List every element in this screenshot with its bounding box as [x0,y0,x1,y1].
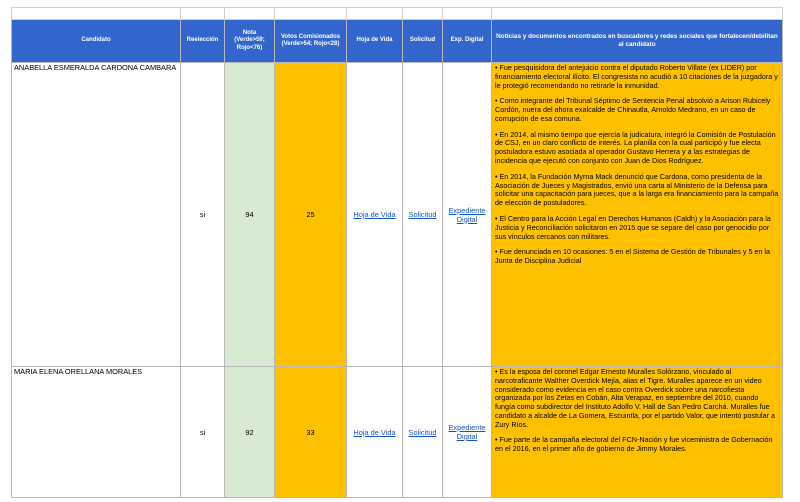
header-row [12,20,783,63]
hoja-de-vida-cell [347,367,403,498]
table-row [12,63,783,367]
exp-digital-cell [443,367,492,498]
expediente-digital-link[interactable]: Expediente Digital [448,423,486,441]
blank-cell[interactable] [225,8,275,20]
news-item: • Fue parte de la campaña electoral del FCN-Nación y fue viceministra de Gobernación en el 2016, en el primer año de gobierno de Jimmy Morales. [495,435,773,454]
header-nota[interactable]: Nota (Verde>59; Rojo<76) [225,20,275,63]
blank-cell[interactable] [181,8,225,20]
header-votos[interactable]: Votos Comisionados (Verde>54; Rojo<28) [275,20,347,63]
reeleccion-cell[interactable]: si [181,63,225,367]
nota-cell[interactable]: 92 [225,367,275,498]
solicitud-link[interactable]: Solicitud [408,427,437,437]
news-item: • Es la esposa del coronel Edgar Ernesto Muralles Solórzano, vinculado al narcotraficante Walther Overdick Mejía, alias el Tigre. Muralles aparece en un video considerado como evidencia en el caso contra Overdick sobre una narcofiesta organizada por los Zetas en Cobán, Alta Verapaz, en septiembre del 2010, cuando fungía como subdirector del Instituto Adolfo V. Hall de San Pedro Carchá. Muralles fue candidato a alcalde de La Gomera, Escuintla, por el partido Valor, que intentó postular a Zury Ríos. [495,367,775,429]
blank-cell[interactable] [347,8,403,20]
hoja-de-vida-link[interactable]: Hoja de Vida [353,427,396,437]
news-item: • Fue pesquisidora del antejuicio contra el diputado Roberto Villate (ex LIDER) por financiamiento electoral ilícito. El congresista no acudió a 10 citaciones de la juzgadora y le protegió recomendando no retirarle la inmunidad. [495,63,778,90]
votos-cell[interactable]: 25 [275,63,347,367]
blank-row [12,8,783,20]
solicitud-link[interactable]: Solicitud [408,210,437,219]
news-item: • Fue denunciada en 10 ocasiones: 5 en el Sistema de Gestión de Tribunales y 5 en la Junta de Disciplina Judicial [495,247,771,266]
header-noticias[interactable]: Noticias y documentos encontrados en buscadores y redes sociales que fortalecen/debilitan al candidato [492,20,783,63]
spreadsheet [11,7,782,493]
expediente-digital-link[interactable]: Expediente Digital [448,205,486,224]
candidate-name-cell[interactable]: ANABELLA ESMERALDA CARDONA CAMBARA [12,63,181,367]
news-item: • Como integrante del Tribunal Séptimo de Sentencia Penal absolvió a Arison Rubicely Cordón, nuera del ahora exalcalde de Chinautla, Arnoldo Medrano, en un caso de corrupción de esa comuna. [495,96,771,123]
hoja-de-vida-cell [347,63,403,367]
blank-cell[interactable] [443,8,492,20]
header-candidato[interactable]: Candidato [12,20,181,63]
header-exp-digital[interactable]: Exp. Digital [443,20,492,63]
candidates-table [11,7,783,498]
news-cell[interactable] [492,63,783,367]
hoja-de-vida-link[interactable]: Hoja de Vida [353,210,396,219]
news-item: • El Centro para la Acción Legal en Derechos Humanos (Caldh) y la Asociación para la Justicia y Reconciliación solicitaron en 2015 que se separe del caso por genocidio por sus vínculos cercanos con militares. [495,213,771,241]
votos-cell[interactable]: 33 [275,367,347,498]
blank-cell[interactable] [492,8,783,20]
news-cell[interactable] [492,367,783,498]
news-item: • En 2014, al mismo tiempo que ejercía la judicatura, integró la Comisión de Postulación de CSJ, en un claro conflicto de interés. La planilla con la cual participó y fue electa postuladora estuvo asociada al operador Gustavo Herrera y a las estrategias de incidencia que ejecutó con conjunto con Juan de Dios Rodríguez. [495,129,776,166]
news-item: • En 2014, la Fundación Myrna Mack denunció que Cardona, como presidenta de la Asociación de Jueces y Magistrados, envió una carta al Ministerio de la Defensa para solicitar una capacitación para jueces, que a la larga era financiamiento para la campaña de elección de postuladores. [495,171,779,208]
blank-cell[interactable] [12,8,181,20]
blank-cell[interactable] [275,8,347,20]
candidate-name-cell[interactable]: MARIA ELENA ORELLANA MORALES [12,367,181,498]
header-reeleccion[interactable]: Reelección [181,20,225,63]
nota-cell[interactable]: 94 [225,63,275,367]
header-hoja-de-vida[interactable]: Hoja de Vida [347,20,403,63]
table-row [12,367,783,498]
solicitud-cell [403,367,443,498]
exp-digital-cell [443,63,492,367]
solicitud-cell [403,63,443,367]
header-solicitud[interactable]: Solicitud [403,20,443,63]
blank-cell[interactable] [403,8,443,20]
reeleccion-cell[interactable]: si [181,367,225,498]
